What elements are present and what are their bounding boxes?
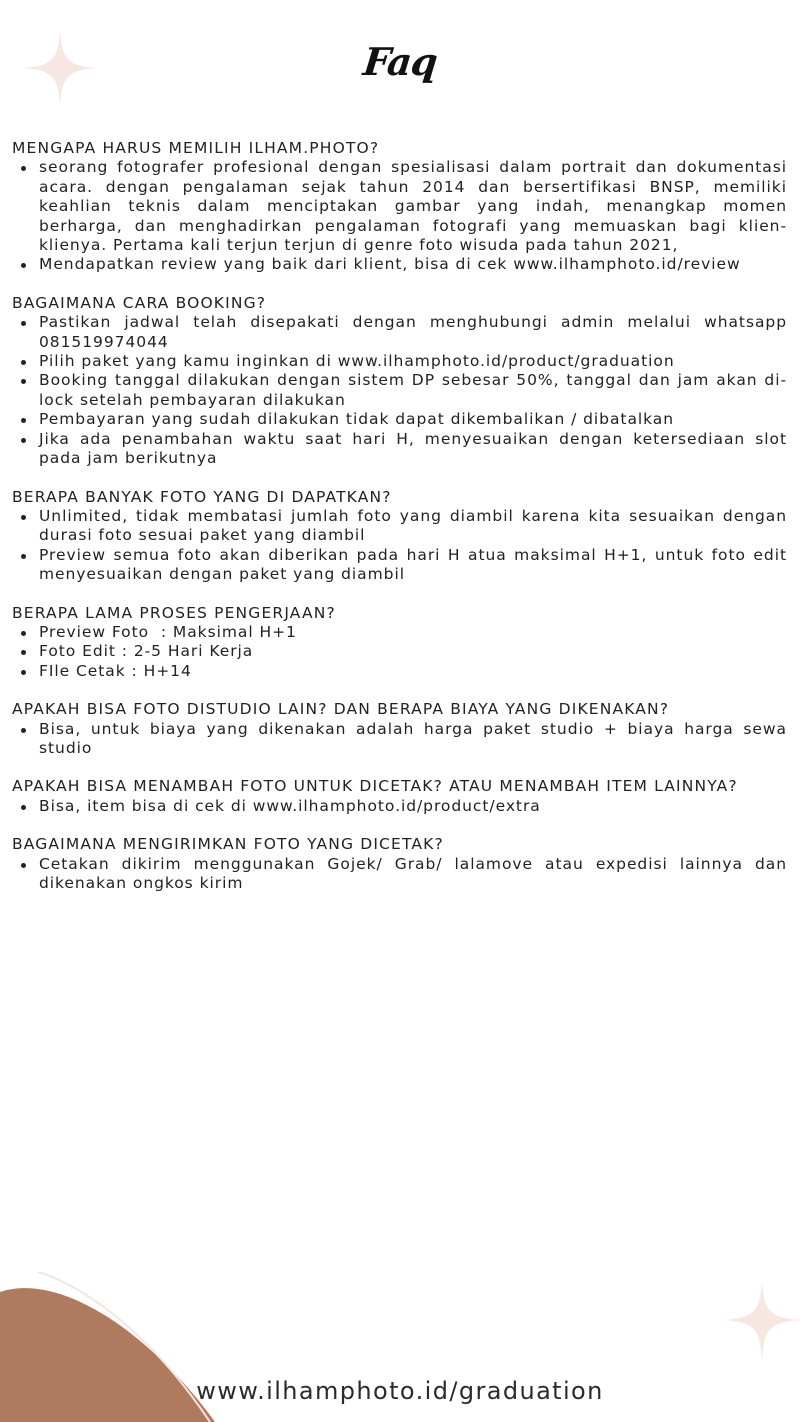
faq-answer: Preview Foto : Maksimal H+1 [12,623,787,642]
faq-question: APAKAH BISA FOTO DISTUDIO LAIN? DAN BERAPA BIAYA YANG DIKENAKAN? [12,700,670,719]
page-title: Faq [361,39,439,84]
faq-answer: Mendapatkan review yang baik dari klient, bisa di cek www.ilhamphoto.id/review [12,255,787,274]
faq-section [12,488,787,585]
faq-question: BAGAIMANA MENGIRIMKAN FOTO YANG DICETAK? [12,835,444,854]
faq-answers [12,797,787,816]
faq-answer: Unlimited, tidak membatasi jumlah foto yang diambil karena kita sesuaikan dengan durasi foto sesuai paket yang diambil [12,507,787,546]
faq-answer: Booking tanggal dilakukan dengan sistem DP sebesar 50%, tanggal dan jam akan di-lock setelah pembayaran dilakukan [12,371,787,410]
faq-question: APAKAH BISA MENAMBAH FOTO UNTUK DICETAK? ATAU MENAMBAH ITEM LAINNYA? [12,777,738,796]
faq-section [12,700,787,758]
faq-answers [12,507,787,585]
faq-section [12,604,787,682]
faq-question: BAGAIMANA CARA BOOKING? [12,293,267,312]
faq-section [12,835,787,893]
faq-section [12,139,787,275]
faq-section [12,777,787,816]
sparkle-icon [722,1280,800,1360]
faq-answers [12,623,787,681]
footer-website-link[interactable]: www.ilhamphoto.id/graduation [196,1377,604,1405]
faq-section [12,294,787,469]
faq-answer: Pembayaran yang sudah dilakukan tidak dapat dikembalikan / dibatalkan [12,410,787,429]
faq-question: BERAPA LAMA PROSES PENGERJAAN? [12,603,336,622]
faq-answer: seorang fotografer profesional dengan spesialisasi dalam portrait dan dokumentasi acara. dengan pengalaman sejak tahun 2014 dan bersertifikasi BNSP, memiliki keahlian teknis dalam menciptakan gambar yang indah, menangkap momen berharga, dan menghadirkan pengalaman fotografi yang memuaskan bagi klien-klienya. Pertama kali terjun terjun di genre foto wisuda pada tahun 2021, [12,158,787,255]
faq-list [12,139,787,912]
faq-answer: Pastikan jadwal telah disepakati dengan menghubungi admin melalui whatsapp 081519974044 [12,313,787,352]
faq-answers [12,855,787,894]
faq-answer: Pilih paket yang kamu inginkan di www.ilhamphoto.id/product/graduation [12,352,787,371]
faq-answer: Bisa, item bisa di cek di www.ilhamphoto.id/product/extra [12,797,787,816]
faq-answer: Preview semua foto akan diberikan pada hari H atua maksimal H+1, untuk foto edit menyesuaikan dengan paket yang diambil [12,546,787,585]
faq-answers [12,313,787,468]
faq-question: MENGAPA HARUS MEMILIH ILHAM.PHOTO? [12,139,380,157]
faq-answer: FIle Cetak : H+14 [12,662,787,681]
faq-answers [12,720,787,759]
faq-answer: Foto Edit : 2-5 Hari Kerja [12,642,787,661]
faq-answer: Cetakan dikirim menggunakan Gojek/ Grab/ lalamove atau expedisi lainnya dan dikenakan ongkos kirim [12,855,787,894]
faq-answer: Bisa, untuk biaya yang dikenakan adalah harga paket studio + biaya harga sewa studio [12,720,787,759]
faq-answer: Jika ada penambahan waktu saat hari H, menyesuaikan dengan ketersediaan slot pada jam berikutnya [12,430,787,469]
faq-question: BERAPA BANYAK FOTO YANG DI DAPATKAN? [12,487,392,506]
faq-answers [12,158,787,274]
